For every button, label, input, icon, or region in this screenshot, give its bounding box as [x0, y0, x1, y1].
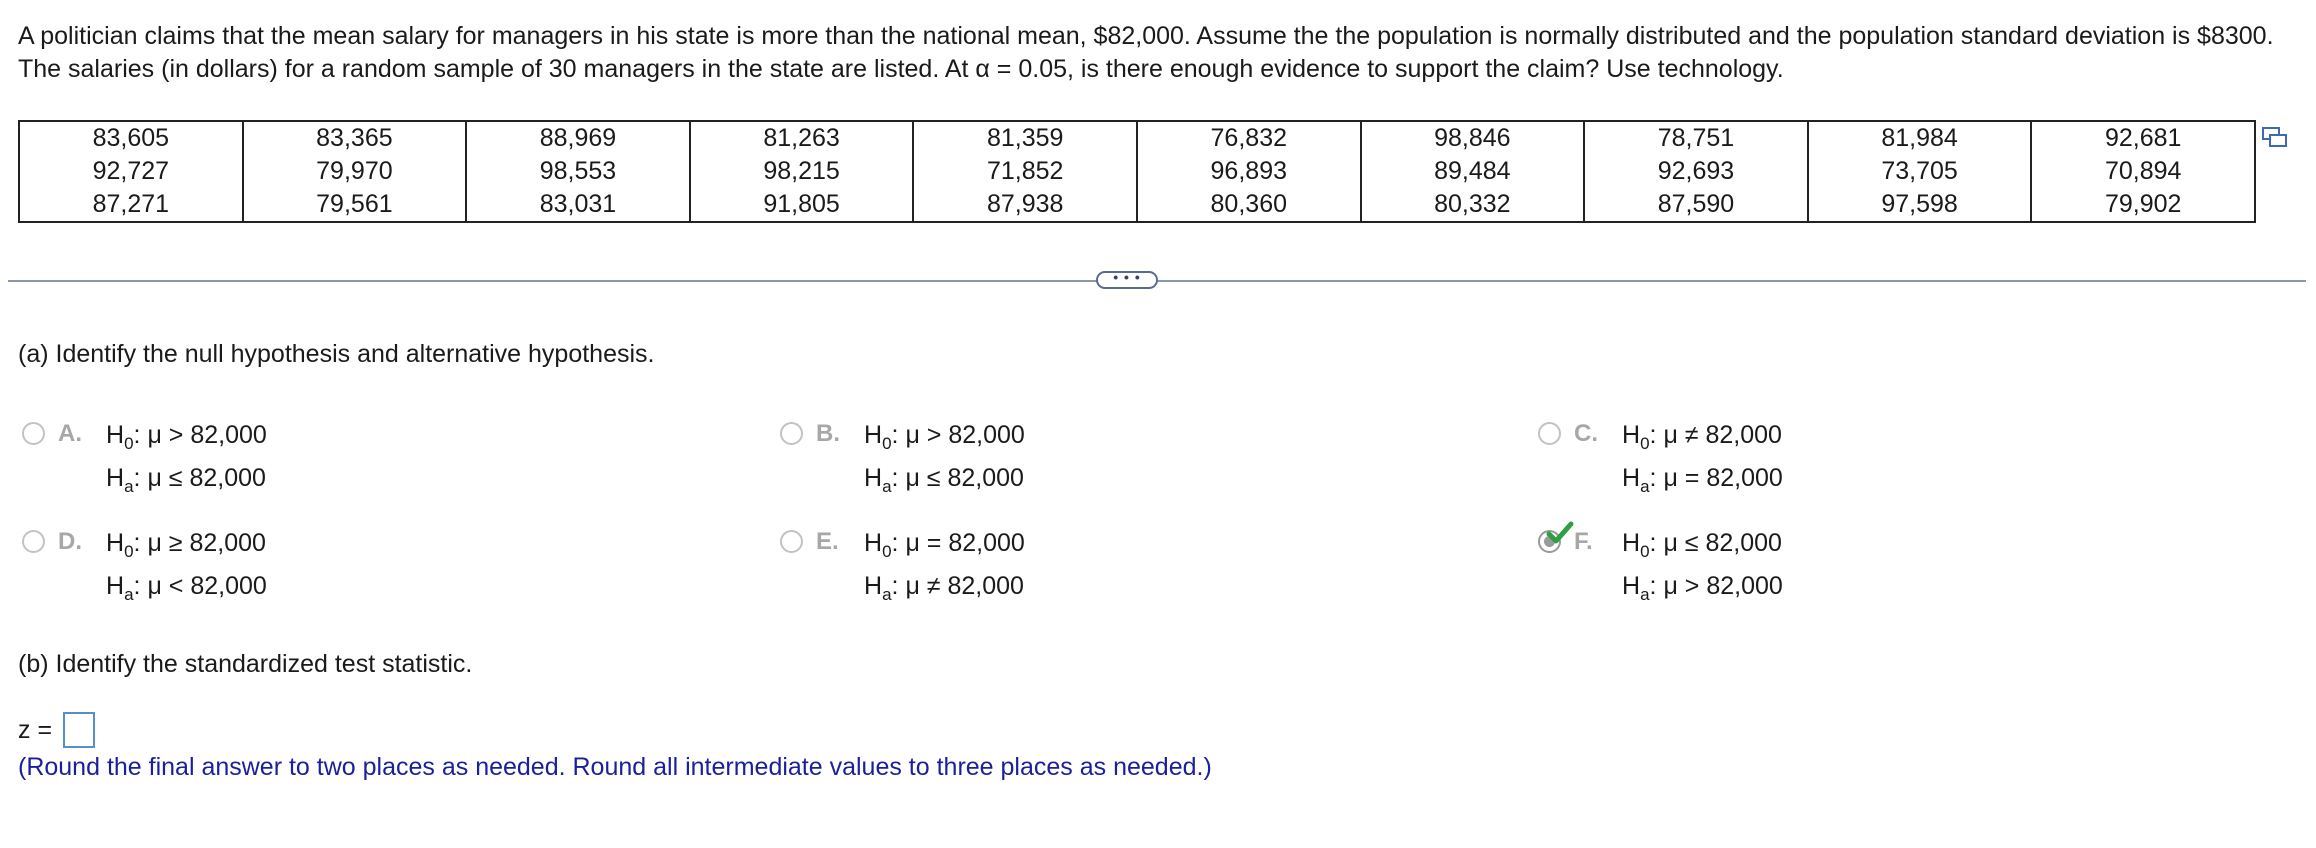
table-cell: 71,852 [913, 155, 1137, 188]
ha-subscript: a [882, 477, 892, 496]
ha-subscript: a [1640, 477, 1650, 496]
table-cell: 89,484 [1361, 155, 1585, 188]
option-b[interactable] [776, 420, 1336, 500]
table-cell: 80,332 [1361, 188, 1585, 222]
h0-subscript: 0 [1640, 434, 1650, 453]
table-row [19, 188, 2255, 222]
table-cell: 83,365 [243, 121, 467, 155]
ha-symbol: H [106, 464, 125, 492]
table-cell: 97,598 [1808, 188, 2032, 222]
h0-subscript: 0 [124, 434, 134, 453]
h0-symbol: H [1622, 529, 1641, 557]
colon: : [1649, 421, 1664, 449]
h0-expression: μ > 82,000 [905, 421, 1025, 449]
table-cell: 98,553 [466, 155, 690, 188]
ha-subscript: a [1640, 585, 1650, 604]
h0-symbol: H [106, 529, 125, 557]
table-cell: 88,969 [466, 121, 690, 155]
option-letter: E. [816, 528, 839, 555]
table-cell: 80,360 [1137, 188, 1361, 222]
ha-expression: μ ≠ 82,000 [905, 572, 1024, 600]
table-cell: 81,984 [1808, 121, 2032, 155]
option-d[interactable] [18, 528, 578, 608]
z-answer-row [18, 712, 95, 748]
h0-expression: μ ≥ 82,000 [147, 529, 266, 557]
colon: : [891, 572, 906, 600]
checkmark-icon [1546, 520, 1574, 546]
part-b-label: (b) Identify the standardized test statistic. [18, 650, 473, 678]
radio-button[interactable] [22, 530, 45, 553]
radio-button[interactable] [780, 422, 803, 445]
ha-expression: μ > 82,000 [1663, 572, 1783, 600]
colon: : [133, 529, 148, 557]
colon: : [891, 529, 906, 557]
table-cell: 87,590 [1584, 188, 1808, 222]
option-letter: B. [816, 420, 840, 447]
ha-expression: μ < 82,000 [147, 572, 267, 600]
table-cell: 91,805 [690, 188, 914, 222]
h0-expression: μ = 82,000 [905, 529, 1025, 557]
null-hypothesis [106, 528, 266, 567]
option-letter: A. [58, 420, 82, 447]
radio-button[interactable] [22, 422, 45, 445]
option-letter: D. [58, 528, 82, 555]
option-a[interactable] [18, 420, 578, 500]
null-hypothesis [1622, 420, 1782, 459]
table-cell: 81,359 [913, 121, 1137, 155]
salary-table [18, 120, 2256, 223]
table-cell: 79,970 [243, 155, 467, 188]
rounding-instructions: (Round the final answer to two places as needed. Round all intermediate values to three places as needed.) [18, 753, 1212, 781]
checkmark-stroke [1549, 524, 1571, 541]
more-button[interactable]: • • • [1096, 271, 1158, 289]
table-cell: 83,605 [19, 121, 243, 155]
h0-subscript: 0 [1640, 542, 1650, 561]
ha-subscript: a [124, 477, 134, 496]
table-cell: 78,751 [1584, 121, 1808, 155]
colon: : [133, 572, 148, 600]
colon: : [891, 464, 906, 492]
option-letter: F. [1574, 528, 1593, 555]
colon: : [133, 464, 148, 492]
ha-symbol: H [1622, 464, 1641, 492]
table-cell: 79,561 [243, 188, 467, 222]
alternative-hypothesis [106, 571, 267, 610]
z-input[interactable] [63, 712, 95, 748]
table-cell: 92,681 [2031, 121, 2255, 155]
h0-subscript: 0 [882, 434, 892, 453]
h0-subscript: 0 [124, 542, 134, 561]
table-cell: 70,894 [2031, 155, 2255, 188]
ha-symbol: H [1622, 572, 1641, 600]
h0-expression: μ ≠ 82,000 [1663, 421, 1782, 449]
option-c[interactable] [1534, 420, 2094, 500]
table-cell: 76,832 [1137, 121, 1361, 155]
table-cell: 96,893 [1137, 155, 1361, 188]
ha-symbol: H [106, 572, 125, 600]
h0-subscript: 0 [882, 542, 892, 561]
alternative-hypothesis [106, 463, 266, 502]
null-hypothesis [864, 420, 1025, 459]
table-cell: 79,902 [2031, 188, 2255, 222]
table-cell: 92,693 [1584, 155, 1808, 188]
colon: : [891, 421, 906, 449]
option-letter: C. [1574, 420, 1598, 447]
alternative-hypothesis [864, 571, 1024, 610]
table-cell: 92,727 [19, 155, 243, 188]
ha-expression: μ = 82,000 [1663, 464, 1783, 492]
part-a-label: (a) Identify the null hypothesis and alternative hypothesis. [18, 340, 655, 368]
colon: : [1649, 464, 1664, 492]
alternative-hypothesis [864, 463, 1024, 502]
question-text: A politician claims that the mean salary for managers in his state is more than the national mean, $82,000. Assume the the population is normally distributed and the population standard deviation is $8300. The salaries (in dollars) for a random sample of 30 managers in the state are listed. At α = 0.05, is there enough evidence to support the claim? Use technology. [18, 22, 2274, 83]
ha-expression: μ ≤ 82,000 [147, 464, 266, 492]
h0-expression: μ > 82,000 [147, 421, 267, 449]
alternative-hypothesis [1622, 463, 1783, 502]
table-row [19, 155, 2255, 188]
option-e[interactable] [776, 528, 1336, 608]
table-cell: 98,215 [690, 155, 914, 188]
alternative-hypothesis [1622, 571, 1783, 610]
popout-icon[interactable] [2262, 127, 2288, 149]
ha-symbol: H [864, 572, 883, 600]
table-cell: 98,846 [1361, 121, 1585, 155]
h0-symbol: H [864, 529, 883, 557]
radio-button[interactable] [1538, 422, 1561, 445]
ha-subscript: a [882, 585, 892, 604]
radio-button[interactable] [780, 530, 803, 553]
option-f[interactable] [1534, 528, 2094, 608]
h0-symbol: H [1622, 421, 1641, 449]
table-cell: 87,271 [19, 188, 243, 222]
h0-expression: μ ≤ 82,000 [1663, 529, 1782, 557]
table-cell: 73,705 [1808, 155, 2032, 188]
null-hypothesis [106, 420, 267, 459]
colon: : [1649, 572, 1664, 600]
ha-symbol: H [864, 464, 883, 492]
ha-subscript: a [124, 585, 134, 604]
colon: : [133, 421, 148, 449]
ha-expression: μ ≤ 82,000 [905, 464, 1024, 492]
h0-symbol: H [106, 421, 125, 449]
colon: : [1649, 529, 1664, 557]
table-cell: 87,938 [913, 188, 1137, 222]
null-hypothesis [1622, 528, 1782, 567]
table-cell: 83,031 [466, 188, 690, 222]
table-row [19, 121, 2255, 155]
table-cell: 81,263 [690, 121, 914, 155]
null-hypothesis [864, 528, 1025, 567]
h0-symbol: H [864, 421, 883, 449]
z-label: z = [18, 716, 53, 744]
